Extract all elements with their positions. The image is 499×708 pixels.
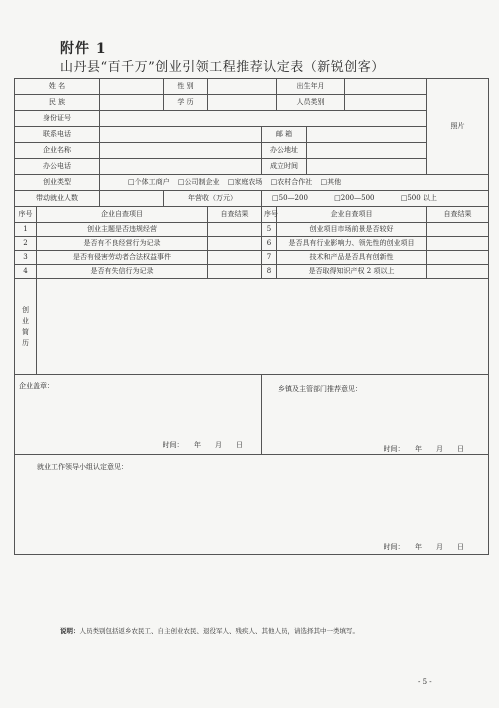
check-item: 是否有不良经营行为记录 xyxy=(37,237,208,251)
venture-type-label: 创业类型 xyxy=(15,175,100,191)
check-no: 7 xyxy=(262,251,277,265)
check-no: 6 xyxy=(262,237,277,251)
check-result[interactable] xyxy=(208,237,262,251)
phone-value[interactable] xyxy=(100,127,262,143)
check-no: 1 xyxy=(15,223,37,237)
footnote-label: 说明： xyxy=(60,627,80,635)
venture-type-options xyxy=(100,175,489,191)
company-name-label: 企业名称 xyxy=(15,143,100,159)
check-item: 创业主题是否违规经营 xyxy=(37,223,208,237)
venture-option-cooperative[interactable]: □农村合作社 xyxy=(270,178,313,186)
check-item: 是否有失信行为记录 xyxy=(37,265,208,279)
birth-value[interactable] xyxy=(345,79,427,95)
company-name-value[interactable] xyxy=(100,143,262,159)
township-opinion-cell[interactable] xyxy=(262,375,489,431)
col-result-right: 自查结果 xyxy=(427,207,489,223)
col-item-left: 企业自查项目 xyxy=(37,207,208,223)
check-result[interactable] xyxy=(427,265,489,279)
education-value[interactable] xyxy=(208,95,277,111)
check-no: 4 xyxy=(15,265,37,279)
ethnicity-label: 民 族 xyxy=(15,95,100,111)
person-type-value[interactable] xyxy=(345,95,427,111)
check-item: 创业项目市场前景是否较好 xyxy=(277,223,427,237)
check-item: 是否具有行业影响力、领先性的创业项目 xyxy=(277,237,427,251)
venture-option-other[interactable]: □其他 xyxy=(320,178,342,186)
township-date: 时间： 年 月 日 xyxy=(383,445,465,453)
phone-label: 联系电话 xyxy=(15,127,100,143)
col-no-right: 序号 xyxy=(262,207,277,223)
venture-option-individual[interactable]: □个体工商户 xyxy=(128,178,170,186)
employment-label: 带动就业人数 xyxy=(15,191,100,207)
office-phone-label: 办公电话 xyxy=(15,159,100,175)
office-phone-value[interactable] xyxy=(100,159,262,175)
office-address-value[interactable] xyxy=(307,143,427,159)
founded-value[interactable] xyxy=(307,159,427,175)
check-no: 5 xyxy=(262,223,277,237)
resume-label: 创业简历 xyxy=(22,305,29,347)
company-seal-cell[interactable] xyxy=(15,375,262,431)
birth-label: 出生年月 xyxy=(277,79,345,95)
recommendation-form xyxy=(14,78,489,555)
id-number-value[interactable] xyxy=(100,111,427,127)
venture-option-family-farm[interactable]: □家庭农场 xyxy=(227,178,263,186)
company-date-cell xyxy=(15,431,262,455)
company-date: 时间： 年 月 日 xyxy=(162,441,244,449)
attachment-label: 附件 1 xyxy=(60,41,107,57)
check-item: 是否取得知识产权 2 项以上 xyxy=(277,265,427,279)
group-opinion-cell[interactable] xyxy=(15,455,489,555)
check-result[interactable] xyxy=(208,265,262,279)
office-address-label: 办公地址 xyxy=(262,143,307,159)
check-item: 是否有侵害劳动者合法权益事件 xyxy=(37,251,208,265)
township-opinion-label: 乡镇及主管部门推荐意见： xyxy=(278,385,363,393)
check-item: 技术和产品是否具有创新性 xyxy=(277,251,427,265)
employment-value[interactable] xyxy=(100,191,164,207)
revenue-label: 年营收（万元） xyxy=(164,191,262,207)
check-result[interactable] xyxy=(208,251,262,265)
township-date-cell xyxy=(262,431,489,455)
check-no: 3 xyxy=(15,251,37,265)
footnote-text: 人员类别包括返乡农民工、自主创业农民、退役军人、残疾人、其他人员，请选择其中一类填写。 xyxy=(79,627,359,635)
col-no-left: 序号 xyxy=(15,207,37,223)
check-no: 2 xyxy=(15,237,37,251)
id-number-label: 身份证号 xyxy=(15,111,100,127)
check-result[interactable] xyxy=(208,223,262,237)
page-number: - 5 - xyxy=(418,678,432,686)
form-title: 山丹县“百千万”创业引领工程推荐认定表（新锐创客） xyxy=(60,60,385,75)
gender-value[interactable] xyxy=(208,79,277,95)
photo-cell[interactable]: 照片 xyxy=(427,79,489,175)
email-label: 邮 箱 xyxy=(262,127,307,143)
group-opinion-label: 就业工作领导小组认定意见： xyxy=(37,463,128,471)
education-label: 学 历 xyxy=(164,95,208,111)
founded-label: 成立时间 xyxy=(262,159,307,175)
name-value[interactable] xyxy=(100,79,164,95)
resume-content[interactable] xyxy=(37,279,489,375)
name-label: 姓 名 xyxy=(15,79,100,95)
footnote xyxy=(60,626,359,635)
col-item-right: 企业自查项目 xyxy=(277,207,427,223)
check-result[interactable] xyxy=(427,223,489,237)
group-date: 时间： 年 月 日 xyxy=(383,543,465,551)
venture-option-company[interactable]: □公司制企业 xyxy=(177,178,220,186)
check-result[interactable] xyxy=(427,251,489,265)
email-value[interactable] xyxy=(307,127,427,143)
revenue-options xyxy=(262,191,489,207)
revenue-option-200-500[interactable]: □200—500 xyxy=(334,194,375,202)
resume-label-cell xyxy=(15,279,37,375)
gender-label: 性 别 xyxy=(164,79,208,95)
person-type-label: 人员类别 xyxy=(277,95,345,111)
revenue-option-500-plus[interactable]: □500 以上 xyxy=(400,194,437,202)
check-result[interactable] xyxy=(427,237,489,251)
ethnicity-value[interactable] xyxy=(100,95,164,111)
col-result-left: 自查结果 xyxy=(208,207,262,223)
company-seal-label: 企业盖章： xyxy=(19,382,54,390)
revenue-option-50-200[interactable]: □50—200 xyxy=(272,194,308,202)
check-no: 8 xyxy=(262,265,277,279)
